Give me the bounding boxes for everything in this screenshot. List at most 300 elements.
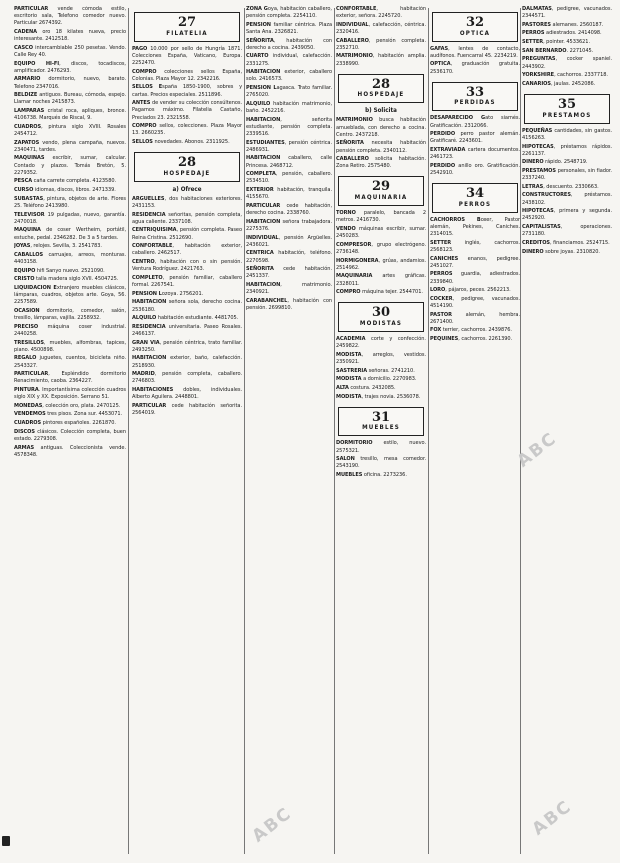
ad-keyword: PEQUINES: [430, 336, 459, 343]
ads-list: [336, 336, 426, 401]
classified-ad: [336, 6, 426, 20]
classified-ad: [336, 53, 426, 67]
ad-body: señora trabajadora. 2275376.: [246, 218, 332, 232]
ad-body: , graduación gratuita. 2536170.: [430, 61, 520, 75]
section-title: PERROS: [458, 200, 492, 208]
classified-ad: [430, 327, 520, 334]
classified-ad: [14, 403, 126, 410]
classified-ad: [14, 212, 126, 226]
ad-keyword: ANTES: [132, 100, 151, 107]
classified-ad: [14, 243, 126, 250]
ad-keyword: HABITACION: [246, 281, 281, 288]
ad-keyword: COMPRO: [336, 289, 361, 296]
classified-ad: [14, 6, 126, 27]
ad-body: , préstamos rápidos. 2261137.: [522, 143, 612, 157]
classified-ad: [430, 240, 520, 254]
ads-list: [430, 217, 520, 344]
ad-body: 19 pulgadas, nuevo, garantía. 2470018.: [14, 211, 126, 225]
ad-body: habitación, teléfono. 2270598.: [246, 250, 332, 264]
ad-keyword: SEÑORITA: [246, 37, 274, 44]
ad-body: inglés, cachorros. 2568123.: [430, 239, 520, 253]
classified-ad: [430, 217, 520, 238]
classified-ad: [336, 242, 426, 256]
ad-keyword: MODISTA: [336, 351, 362, 358]
ad-body: máquina coser industrial. 2440258.: [14, 323, 126, 337]
column-1: [14, 6, 126, 854]
subsection-label: b) Solicita: [365, 107, 397, 115]
ad-body: guardia, adiestrados. 2339840.: [430, 271, 520, 285]
ad-body: solicita habitación. Zona Retiro. 2575480.: [336, 156, 426, 170]
classified-ad: [246, 219, 332, 233]
ad-keyword: EXTRAVIADA: [430, 147, 466, 154]
ad-body: , calefacción, céntrica. 2320416.: [336, 21, 426, 35]
classified-ad: [246, 266, 332, 280]
ad-keyword: PENSION L: [132, 290, 162, 297]
section-number: 28: [177, 155, 197, 171]
ad-body: artes gráficas. 2328011.: [336, 273, 426, 287]
classified-ad: [14, 355, 126, 369]
ad-keyword: SALON: [336, 456, 355, 463]
ad-body: habitación estudiante. 4481705.: [156, 315, 239, 322]
column-3: [246, 6, 332, 854]
classified-ad: [522, 72, 612, 79]
ad-body: antiguas. Coleccionista vende. 4578348.: [14, 444, 126, 458]
ad-body: clásicos. Colección completa, buen estado. 2279308.: [14, 428, 126, 442]
column-5: [430, 6, 520, 854]
classified-ad: [14, 178, 126, 185]
ad-keyword: MAQUINA: [14, 227, 41, 234]
ad-body: dormitorio, comedor, salón, tresillo, lámparas, vajilla. 2258932.: [14, 307, 126, 322]
classified-ad: [246, 22, 332, 36]
ad-body: personales, sin fiador. 2337240.: [522, 167, 612, 182]
ad-keyword: INDIVIDUAL: [246, 234, 279, 241]
classified-ad: [336, 156, 426, 170]
ad-keyword: COMPRESOR: [336, 241, 372, 248]
ad-body: , habitación exterior, caballero. 2462517.: [132, 243, 242, 257]
ad-keyword: ARMAS: [14, 444, 35, 451]
ad-body: de coser Wertheim, portátil, estuche, pedal. 2346282. De 3 a 5 tardes.: [14, 227, 126, 241]
classified-ad: [14, 411, 126, 418]
ad-body: , financiamos. 2524715.: [550, 239, 610, 246]
ad-body: oxer, Pastor alemán, Pekines, Caniches. 2314015.: [430, 216, 520, 238]
section-title: MAQUINARIA: [354, 194, 408, 202]
ad-body: , habitación con o sin pensión. Ventura Rodríguez. 2421763.: [132, 259, 242, 273]
ad-keyword: CUADROS: [14, 420, 42, 427]
ad-keyword: EXTERIOR: [246, 187, 274, 194]
ad-keyword: PESCA: [14, 178, 33, 185]
ad-keyword: CONFORTABLE: [336, 6, 377, 12]
ad-body: exterior, baño, calefacción. 2518930.: [132, 355, 242, 369]
ad-body: a domicilio. 2270983.: [361, 376, 417, 383]
section-number: 29: [371, 179, 391, 195]
ad-keyword: JOYAS: [14, 243, 31, 250]
ad-body: , cachorros. 2337718.: [554, 72, 608, 79]
ad-keyword: ARGUELLES: [132, 195, 165, 202]
ad-keyword: PARTICULAR: [132, 402, 167, 409]
ad-keyword: ALQUILO: [132, 315, 157, 322]
classified-ad: [246, 282, 332, 296]
column-divider: [244, 8, 245, 854]
section-number: 32: [465, 15, 485, 30]
classified-ad: [522, 184, 612, 191]
ad-body: , pintura, objetos de arte. Flores 25. Teléfono 2413980.: [14, 195, 126, 209]
ad-body: , discos, tocadiscos, amplificador. 2476293.: [14, 60, 126, 74]
ad-body: alemanes. 2560187.: [550, 21, 604, 28]
classified-ad: [522, 168, 612, 182]
ad-body: corte y confección. 2459822.: [336, 335, 426, 350]
ad-keyword: HABITACION: [132, 299, 167, 306]
ad-keyword: PARTICULAR: [246, 202, 281, 209]
ad-keyword: LETRAS: [522, 183, 544, 190]
classified-ad: [14, 140, 126, 154]
ad-body: rápido. 2548719.: [543, 159, 588, 166]
ad-body: terrier, cachorros. 2439876.: [441, 327, 512, 334]
ad-keyword: CABALLOS: [14, 251, 44, 258]
classified-ad: [132, 275, 242, 289]
classified-ad: [522, 240, 612, 247]
ad-body: idiomas, discos, libros. 2471339.: [33, 187, 116, 194]
section-title: HOSPEDAJE: [357, 91, 405, 99]
ads-list: [246, 6, 332, 312]
classified-ad: [14, 252, 126, 266]
classified-ad: [336, 210, 426, 224]
ad-body: . 2271045.: [566, 47, 594, 54]
classified-ad: [336, 22, 426, 36]
ad-body: , primera y segunda. 2452920.: [522, 208, 612, 222]
classified-ad: [14, 29, 126, 43]
ad-keyword: DINERO: [522, 248, 544, 255]
ad-body: , habitación con pensión. 2699810.: [246, 297, 332, 311]
ad-body: , pensión familiar, caballero formal. 2267541.: [132, 274, 242, 289]
ad-keyword: ALQUILO: [246, 100, 271, 107]
ad-keyword: CUADROS: [14, 123, 42, 130]
ad-keyword: HABITACION: [132, 355, 167, 362]
classified-ad: [246, 140, 332, 154]
ad-keyword: CAPITALISTAS: [522, 224, 561, 231]
classified-ad: [430, 115, 520, 129]
ad-body: señoritas, pensión completa, agua caliente. 2337108.: [132, 211, 242, 225]
ad-keyword: BELDIZE: [14, 92, 38, 99]
classified-ad: [246, 101, 332, 115]
classified-ad: [132, 100, 242, 121]
classified-ad: [132, 227, 242, 241]
column-divider: [334, 8, 335, 854]
ad-keyword: DALMATAS: [522, 6, 552, 12]
ad-keyword: SETTER: [522, 39, 544, 46]
ad-keyword: PRECISO: [14, 323, 39, 330]
classified-ad: [132, 299, 242, 313]
ad-keyword: RESIDENCIA: [132, 211, 166, 218]
classified-ad: [336, 258, 426, 272]
ad-body: , pensión, caballero. 2534510.: [246, 171, 332, 185]
classified-ad: [522, 39, 612, 46]
ad-body: colecciones sellos España, Colonias. Plaza Mayor 12. 2342216.: [132, 68, 242, 82]
ad-body: costura. 2432085.: [348, 384, 396, 391]
ad-body: , pensión completa, caballero. 2746803.: [132, 371, 242, 385]
ad-keyword: ESTUDIANTES: [246, 139, 285, 146]
classified-ad: [336, 352, 426, 366]
ad-body: , pájaros, peces. 2562213.: [445, 287, 511, 294]
ad-keyword: DISCOS: [14, 428, 35, 435]
classified-ad: [522, 81, 612, 88]
classified-ad: [522, 144, 612, 158]
ad-keyword: CRISTO: [14, 276, 35, 283]
section-header-prestamos: [524, 94, 610, 124]
classified-ad: [246, 38, 332, 52]
ad-keyword: SELLOS: [132, 139, 153, 146]
classified-ad: [336, 289, 426, 296]
ad-keyword: ZAPATOS: [14, 139, 40, 146]
classified-ad: [14, 276, 126, 283]
ad-body: cantidades, sin gastos. 4156263.: [522, 127, 612, 141]
ad-keyword: CANICHES: [430, 255, 459, 262]
ad-body: perro pastor alemán. Gratificaré. 2243601.: [430, 131, 520, 145]
ad-keyword: YORKSHIRE: [522, 72, 555, 79]
ad-body: , grupo electrógeno. 2736148.: [336, 241, 426, 255]
classified-ad: [14, 76, 126, 90]
ad-keyword: COMPLETO: [132, 274, 163, 281]
section-number: 34: [465, 186, 485, 202]
ad-body: juguetes, cuentos, bicicleta niño. 2543327.: [14, 355, 126, 369]
ad-keyword: VENDO: [336, 225, 356, 232]
ad-body: de vender su colección consúltenos. Pagamos máximo. Filatelia Castaño, Preciados 23. 2321558.: [132, 100, 242, 121]
ad-keyword: PEQUEÑAS: [522, 127, 553, 134]
ad-body: , descuento. 2330663.: [543, 183, 599, 190]
classified-ad: [522, 48, 612, 55]
ad-keyword: EQUIPO HI-FI: [14, 60, 60, 67]
classified-ad: [246, 171, 332, 185]
ads-list: [336, 210, 426, 296]
ad-keyword: CENTRICA: [246, 250, 274, 257]
classified-ad: [430, 61, 520, 75]
ad-keyword: MAQUINAS: [14, 155, 45, 162]
classified-ad: [246, 203, 332, 217]
ad-body: xtranjero muebles clásicos, lámparas, cuadros, objetos arte. Goya, 56. 2257589.: [14, 284, 126, 306]
ad-body: , arreglos, vestidos. 2350921.: [336, 351, 426, 365]
ad-body: carruajes, arreos, monturas. 4403158.: [14, 251, 126, 265]
classified-ad: [246, 69, 332, 83]
classified-ad: [522, 192, 612, 206]
ad-body: vende cómoda estilo, escritorio sala, Telefono comedor nuevo. Particular 2674392.: [14, 6, 126, 27]
ad-body: , trajes novia. 2536078.: [361, 393, 421, 400]
ad-keyword: SEÑORITA: [246, 266, 274, 273]
classified-ad: [14, 308, 126, 322]
ad-keyword: GRAN VIA: [132, 339, 160, 346]
ad-keyword: PREGUNTAS: [522, 56, 556, 63]
ad-keyword: HORMIGONERA: [336, 257, 379, 264]
section-header-modistas: [338, 302, 424, 332]
classified-ad: [336, 140, 426, 154]
subsection-label: a) Ofrece: [172, 185, 202, 193]
section-header-perros: [432, 183, 518, 213]
classified-ad: [430, 287, 520, 294]
ad-body: , pensión completa. 2352710.: [336, 37, 426, 51]
classified-ad: [14, 371, 126, 385]
classified-ad: [14, 285, 126, 306]
ad-keyword: OCASION: [14, 307, 40, 314]
classified-ad: [14, 45, 126, 59]
ad-body: cristal roca, apliques, bronce. 4106738. Marqués de Riscal, 9.: [14, 108, 126, 122]
ad-body: cede habitación. 2451337.: [246, 266, 332, 280]
ad-body: 10.000 por sello de Hungría 1871. Colecciones España, Vaticano, Europa. 2252470.: [132, 45, 242, 66]
classified-ad: [132, 315, 242, 322]
ad-body: , dos habitaciones exteriores. 2431153.: [132, 195, 242, 209]
classified-ad: [14, 124, 126, 138]
ad-keyword: ZONA G: [246, 6, 268, 12]
classified-ad: [522, 22, 612, 29]
ad-keyword: PERDIDO: [430, 131, 456, 138]
classified-ad: [522, 249, 612, 256]
ad-body: cede habitación señorita. 2564019.: [132, 402, 242, 417]
classified-ad: [336, 394, 426, 401]
ad-keyword: OPTICA: [430, 61, 451, 68]
section-header-optica: [432, 12, 518, 42]
section-header-hospedaje: [134, 152, 240, 182]
ad-keyword: MATRIMONIO: [336, 117, 373, 124]
ad-keyword: FOX: [430, 327, 442, 334]
ad-keyword: ARMARIO: [14, 76, 41, 83]
ad-body: , grúas, andamios. 2514962.: [336, 257, 426, 271]
ad-keyword: MONEDAS: [14, 402, 43, 409]
classified-ad: [430, 256, 520, 270]
ads-list: [522, 128, 612, 256]
ads-list: [522, 6, 612, 88]
ad-body: , habitación con derecho a cocina. 2439050.: [246, 37, 332, 51]
classified-ad: [132, 243, 242, 257]
ad-body: paralelo, bancada 2 metros. 2416730.: [336, 210, 426, 224]
classified-ad: [336, 273, 426, 287]
classified-ad: [14, 92, 126, 106]
ad-keyword: CONSTRUCTORES: [522, 192, 571, 199]
ad-keyword: MODISTA: [336, 376, 362, 383]
ad-body: , pensión completa. Paseo Reina Cristina. 2512690.: [132, 227, 242, 241]
classified-ad: [430, 163, 520, 177]
classified-ad: [246, 53, 332, 67]
ad-keyword: VENDEMOS: [14, 411, 46, 418]
classified-ad: [132, 46, 242, 67]
classified-ad: [336, 336, 426, 350]
ad-body: busca habitación amueblada, con derecho a cocina. Centro. 2437218.: [336, 117, 426, 138]
classified-ad: [14, 227, 126, 241]
ad-body: . Importantísima colección cuadros siglo XIX y XX. Exposición. Serrano 51.: [14, 387, 126, 401]
ad-body: , habitación exterior, señora. 2245720.: [336, 6, 426, 20]
classified-ad: [336, 226, 426, 240]
ad-body: , pointer. 4533621.: [543, 39, 591, 46]
ad-body: oficina. 2273236.: [362, 472, 407, 478]
ad-body: talla madera siglo XVII. 4504725.: [34, 276, 119, 283]
classified-ad: [132, 84, 242, 98]
classified-ad: [246, 187, 332, 201]
ad-keyword: SUBASTAS: [14, 195, 44, 202]
ads-list: [132, 46, 242, 147]
classified-ad: [522, 128, 612, 142]
classified-ad: [246, 250, 332, 264]
section-number: 35: [557, 97, 577, 113]
classified-ad: [132, 69, 242, 83]
ad-keyword: REGALO: [14, 355, 37, 362]
ads-list: [336, 6, 426, 68]
ad-keyword: CONFORTABLE: [132, 243, 173, 250]
column-4: [336, 6, 426, 854]
ad-keyword: HIPOTECAS: [522, 208, 554, 215]
ad-keyword: PAGO: [132, 45, 148, 52]
ad-body: intercambiable 250 pesetas. Vendo. Calle Rey 40.: [14, 44, 126, 58]
ad-body: señora sola, derecho cocina. 2536180.: [132, 299, 242, 313]
classified-ad: [430, 336, 520, 343]
classified-ad: [132, 123, 242, 137]
classified-ad: [522, 208, 612, 222]
classified-ad: [14, 324, 126, 338]
classified-ad: [430, 312, 520, 326]
ad-body: adiestrados. 2414098.: [544, 30, 602, 37]
section-number: 30: [371, 305, 391, 321]
ad-body: , pensión céntrica. 2486931.: [246, 139, 332, 153]
ad-keyword: ALTA: [336, 384, 349, 391]
classified-ad: [336, 376, 426, 383]
ad-keyword: CABALLERO: [336, 37, 369, 44]
ad-keyword: INDIVIDUAL: [336, 21, 369, 28]
ad-body: , cocker spaniel. 2443902.: [522, 56, 612, 70]
ad-body: individual, calefacción. 2331275.: [246, 53, 332, 67]
classified-page: [14, 6, 612, 858]
ad-keyword: HABITACIONES: [132, 387, 174, 394]
ad-body: tresillo, mesa comedor. 2543190.: [336, 456, 426, 470]
ad-keyword: LAMPARAS: [14, 108, 45, 115]
ads-list: [430, 46, 520, 76]
ad-body: habitación, tranquila. 4155670.: [246, 187, 332, 201]
section-title: OPTICA: [459, 29, 491, 37]
ad-keyword: MODISTA: [336, 393, 362, 400]
classified-ad: [132, 139, 242, 146]
ad-keyword: PASTORES: [522, 21, 551, 28]
ad-body: ato siamés. Gratificación. 2312066.: [430, 115, 520, 129]
ad-body: agasca. Trato familiar. 2765020.: [246, 85, 332, 99]
classified-ad: [246, 155, 332, 169]
classified-ad: [132, 371, 242, 385]
ad-body: vendo, plena campaña, nuevos. 2340471, tardes.: [14, 139, 126, 153]
ad-keyword: SASTRERIA: [336, 367, 368, 374]
ad-keyword: CREDITOS: [522, 239, 550, 246]
ad-body: , matrimonio. 2340921.: [246, 281, 332, 296]
ad-body: señoras. 2741210.: [367, 367, 415, 374]
ad-body: novedades. Abonos. 2311925.: [152, 139, 230, 146]
classified-ad: [132, 259, 242, 273]
ad-keyword: TELEVISOR: [14, 211, 45, 218]
ad-keyword: HABITACION: [246, 155, 281, 162]
ad-body: , pedigree, vacunados. 4514190.: [430, 295, 520, 310]
ad-keyword: PENSION L: [246, 85, 277, 92]
ad-keyword: EQUIPO: [14, 267, 36, 274]
ad-body: , pintura siglo XVIII. Rosales 2454712.: [14, 123, 126, 137]
ad-keyword: HIPOTECAS: [522, 143, 554, 150]
abc-watermark: ABC: [248, 803, 297, 847]
classified-ad: [246, 6, 332, 20]
classified-ad: [14, 155, 126, 176]
section-title: MUEBLES: [362, 424, 400, 432]
ad-keyword: SAN BERNARDO: [522, 47, 567, 54]
classified-ad: [246, 85, 332, 99]
ad-body: , pensión céntrica, trato familiar. 2493250.: [132, 339, 242, 353]
ad-body: sellos, colecciones. Plaza Mayor 13. 2660235.: [132, 123, 242, 137]
classified-ad: [430, 271, 520, 285]
section-title: HOSPEDAJE: [163, 169, 211, 177]
ad-keyword: CACHORROS B: [430, 216, 481, 223]
ad-body: , pensión Argüelles. 2436021.: [246, 234, 332, 248]
section-title: MODISTAS: [359, 319, 403, 327]
ad-keyword: HABITACION: [246, 116, 281, 123]
column-divider: [128, 8, 129, 854]
classified-ad: [14, 196, 126, 210]
